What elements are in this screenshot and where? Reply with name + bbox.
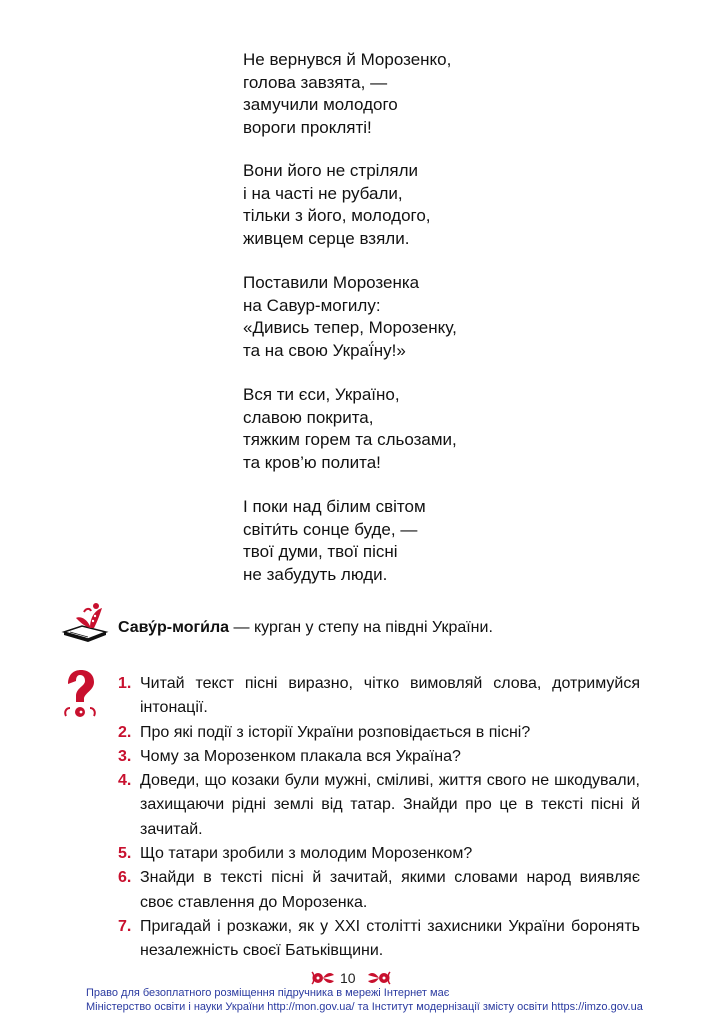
poem-line: і на часті не рубали, bbox=[243, 183, 403, 203]
question-text: Знайди в тексті пісні й зачитай, якими словами народ виявляє своє ставлення до Морозенка. bbox=[140, 869, 640, 911]
question-item bbox=[118, 745, 640, 769]
poem-line: живцем серце взяли. bbox=[243, 228, 410, 248]
poem-line: світи́ть сонце буде, — bbox=[243, 519, 418, 539]
question-number: 6. bbox=[118, 869, 132, 887]
question-item bbox=[118, 769, 640, 842]
stanza-2 bbox=[243, 160, 643, 250]
question-text: Чому за Морозенком плакала вся Україна? bbox=[140, 747, 461, 765]
footer-ornament-right-icon bbox=[366, 968, 392, 988]
question-text: Про які події з історії України розповідається в пісні? bbox=[140, 723, 531, 741]
poem-line: «Дивись тепер, Морозенку, bbox=[243, 318, 457, 337]
poem-line: та кров’ю полита! bbox=[243, 452, 381, 472]
page-number: 10 bbox=[340, 970, 356, 986]
question-item bbox=[118, 721, 640, 745]
poem-line: Не вернувся й Морозенко, bbox=[243, 50, 452, 69]
poem-line: вороги прокляті! bbox=[243, 117, 372, 137]
poem-line: твої думи, твої пісні bbox=[243, 542, 398, 561]
poem-line: тяжким горем та сльозами, bbox=[243, 430, 457, 449]
question-number: 3. bbox=[118, 747, 132, 765]
poem-line: Вся ти єси, Україно, bbox=[243, 385, 400, 404]
poem-line: тільки з його, молодого, bbox=[243, 206, 431, 225]
question-text: Читай текст пісні виразно, чітко вимовляй слова, дотримуйся інтонації. bbox=[140, 675, 640, 717]
stanza-4 bbox=[243, 384, 643, 474]
poem-line: голова завзята, — bbox=[243, 72, 388, 92]
question-number: 2. bbox=[118, 723, 132, 741]
questions-list bbox=[118, 672, 640, 964]
question-mark-icon bbox=[62, 668, 98, 720]
question-number: 7. bbox=[118, 917, 132, 935]
poem-line: І поки над білим світом bbox=[243, 497, 426, 516]
question-text: Що татари зробили з молодим Морозенком? bbox=[140, 845, 473, 863]
question-text: Пригадай і розкажи, як у ХХІ столітті захисники України боронять незалежність своєї Батьківщини. bbox=[140, 917, 640, 960]
poem-line: славою покрита, bbox=[243, 407, 374, 427]
vocabulary-note bbox=[118, 619, 493, 637]
footer-license-line-2: Міністерство освіти і науки України http://mon.gov.ua/ та Інститут модернізації змісту освіти https://imzo.gov.ua bbox=[86, 1001, 643, 1013]
poem-line: на Савур-могилу: bbox=[243, 295, 381, 315]
question-number: 4. bbox=[118, 772, 132, 790]
stanza-5 bbox=[243, 496, 643, 586]
vocabulary-term: Саву́р-моги́ла bbox=[118, 619, 230, 636]
book-flower-icon bbox=[60, 602, 110, 642]
poem-line: Поставили Морозенка bbox=[243, 273, 420, 292]
question-item bbox=[118, 915, 640, 964]
question-item bbox=[118, 842, 640, 866]
footer-ornament-left-icon bbox=[310, 968, 336, 988]
poem-line: Вони його не стріляли bbox=[243, 161, 418, 180]
poem-line: не забудуть люди. bbox=[243, 564, 388, 584]
question-number: 1. bbox=[118, 675, 132, 692]
stanza-3 bbox=[243, 272, 643, 362]
poem-line: та на свою Украї́ну!» bbox=[243, 340, 406, 360]
question-item bbox=[118, 672, 640, 721]
question-number: 5. bbox=[118, 845, 132, 863]
footer-license-line-1: Право для безоплатного розміщення підручника в мережі Інтернет має bbox=[86, 987, 450, 999]
question-item bbox=[118, 866, 640, 915]
poem-line: замучили молодого bbox=[243, 95, 398, 114]
stanza-1 bbox=[243, 49, 643, 139]
vocabulary-definition: — курган у степу на півдні України. bbox=[229, 619, 493, 636]
question-text: Доведи, що козаки були мужні, сміливі, життя свого не шкодували, захищаючи рідні землі від татар. Знайди про це в тексті пісні й зачитай. bbox=[140, 772, 640, 838]
